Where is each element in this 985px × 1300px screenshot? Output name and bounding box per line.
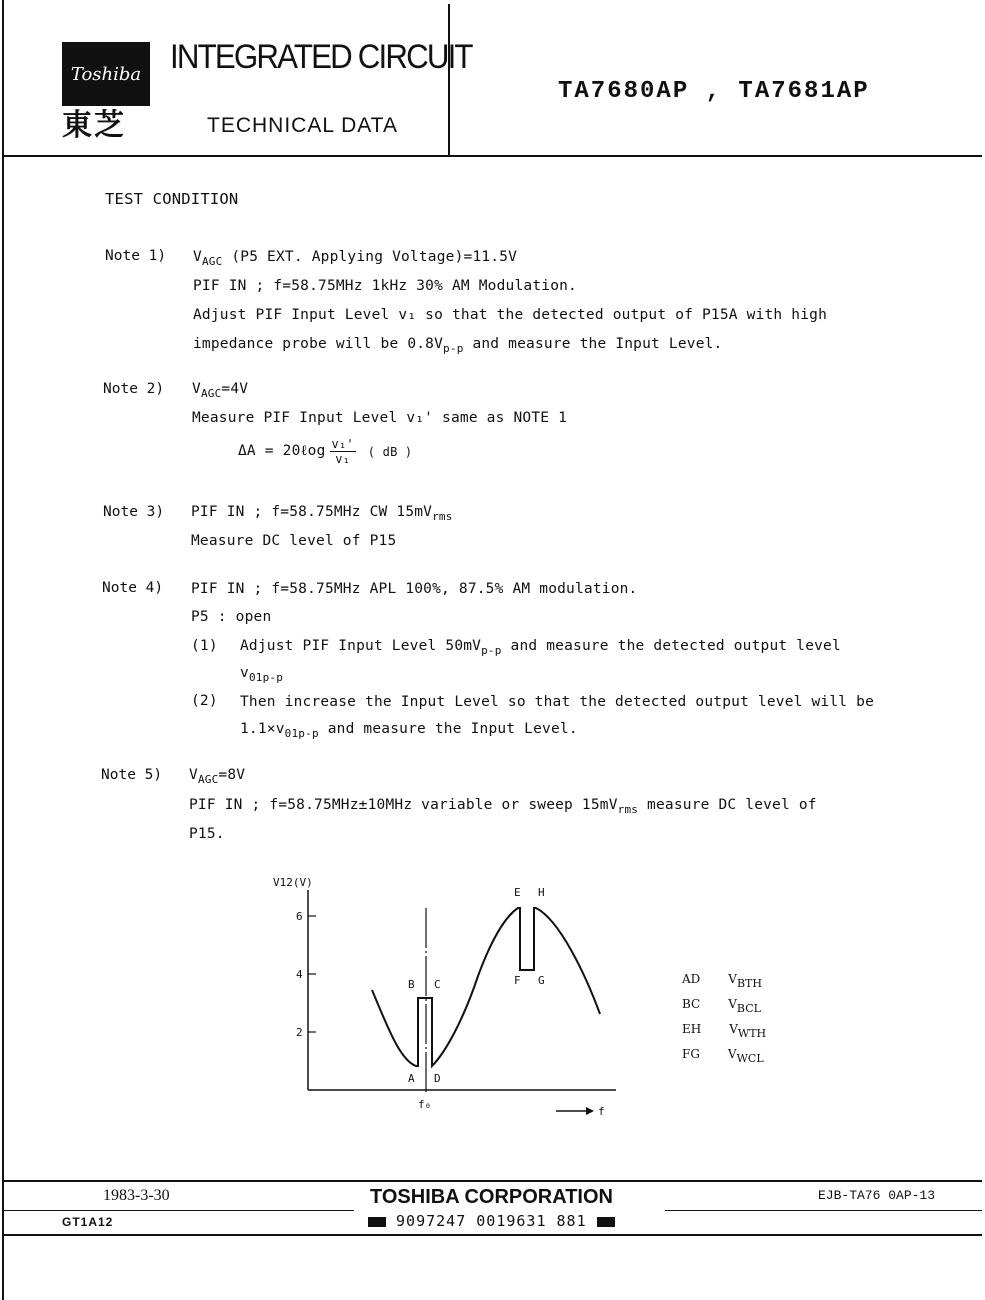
point-label-b: B (408, 978, 415, 991)
y-tick-label-2: 2 (296, 1026, 303, 1039)
note5-label: Note 5) (101, 767, 163, 783)
left-border (2, 0, 4, 1300)
footer-bottom-rule (2, 1234, 982, 1236)
header-bottom-rule (2, 155, 982, 157)
x-arrow-head (586, 1107, 594, 1115)
footer-top-rule (2, 1180, 982, 1182)
y-axis-label: V12(V) (273, 876, 313, 889)
part-number: TA7680AP , TA7681AP (558, 78, 870, 105)
footer-left-rule (2, 1210, 354, 1211)
legend-bc: BC $V_{BCL}$ (682, 997, 761, 1015)
legend-eh: EH $V_{WTH}$ (682, 1022, 767, 1040)
barcode-block-left (368, 1217, 386, 1227)
header-divider-vertical (448, 4, 450, 156)
footer-corporation: TOSHIBA CORPORATION (370, 1186, 613, 1208)
formula-numerator: v₁' (331, 437, 354, 451)
note4-line2: P5 : open (191, 609, 272, 625)
y-tick-label-6: 6 (296, 910, 303, 923)
note3-label: Note 3) (103, 504, 165, 520)
note2-line2: Measure PIF Input Level v₁' same as NOTE 1 (192, 410, 568, 426)
formula-fraction (330, 437, 356, 466)
legend-fg: FG $V_{WCL}$ (682, 1047, 764, 1065)
note2-label: Note 2) (103, 381, 165, 397)
point-label-f: F (514, 974, 521, 987)
toshiba-logo: Toshiba (62, 42, 150, 106)
note4-step1-line1: Adjust PIF Input Level $50mV_{p-p}$ and measure the detected output level (240, 638, 841, 657)
point-label-d: D (434, 1072, 441, 1085)
note3-line1: PIF IN ; f=58.75MHz CW $15mV_{rms}$ (191, 504, 453, 523)
point-label-h: H (538, 886, 545, 899)
legend-ad: AD $V_{BTH}$ (682, 972, 762, 990)
point-label-e: E (514, 886, 521, 899)
note5-line1: $V_{AGC}=8V$ (189, 767, 246, 786)
formula-denominator: v₁ (335, 452, 351, 466)
logo-kanji: 東芝 (62, 108, 126, 143)
note1-label: Note 1) (105, 248, 167, 264)
note5-line2: PIF IN ; f=58.75MHz±10MHz variable or sweep $15mV_{rms}$ measure DC level of (189, 797, 817, 816)
note5-line3: P15. (189, 826, 225, 842)
formula-left: ΔA = 20ℓog (238, 443, 326, 459)
footer-doc-id: EJB-TA76 0AP-13 (818, 1188, 936, 1203)
f0-label: f₀ (418, 1098, 432, 1111)
header-subtitle: TECHNICAL DATA (207, 114, 398, 137)
footer-barcode: 9097247 0019631 881 (368, 1212, 615, 1230)
note1-line4: impedance probe will be $0.8V_{p-p}$ and measure the Input Level. (193, 336, 723, 355)
point-label-c: C (434, 978, 441, 991)
note2-formula (238, 437, 412, 466)
formula-unit: ( dB ) (367, 444, 413, 459)
note1-line3: Adjust PIF Input Level v₁ so that the detected output of P15A with high (193, 307, 828, 323)
footer-date: 1983-3-30 (103, 1187, 170, 1204)
x-axis-label: f (598, 1105, 605, 1118)
note4-step2-line2: $1.1\times v_{01p-p}$ and measure the Input Level. (240, 721, 578, 740)
section-title: TEST CONDITION (105, 190, 239, 208)
footer-code: GT1A12 (62, 1215, 114, 1229)
note4-step2-label: (2) (191, 693, 218, 709)
v12-frequency-chart (260, 868, 630, 1128)
y-tick-label-4: 4 (296, 968, 303, 981)
point-label-g: G (538, 974, 545, 987)
footer-right-rule (665, 1210, 982, 1211)
note1-line2: PIF IN ; f=58.75MHz 1kHz 30% AM Modulation. (193, 278, 577, 294)
note3-line2: Measure DC level of P15 (191, 533, 397, 549)
header-title: INTEGRATED CIRCUIT (170, 38, 472, 76)
note4-line1: PIF IN ; f=58.75MHz APL 100%, 87.5% AM modulation. (191, 581, 638, 597)
note2-line1: $V_{AGC}=4V$ (192, 381, 249, 400)
note1-line1: $V_{AGC}$ (P5 EXT. Applying Voltage)=11.5V (193, 249, 518, 268)
note4-label: Note 4) (102, 580, 164, 596)
barcode-block-right (597, 1217, 615, 1227)
response-curve (372, 908, 600, 1066)
note4-step2-line1: Then increase the Input Level so that the detected output level will be (240, 694, 875, 710)
point-label-a: A (408, 1072, 415, 1085)
note4-step1-label: (1) (191, 638, 218, 654)
note4-step1-line2: $v_{01p-p}$ (240, 665, 284, 684)
